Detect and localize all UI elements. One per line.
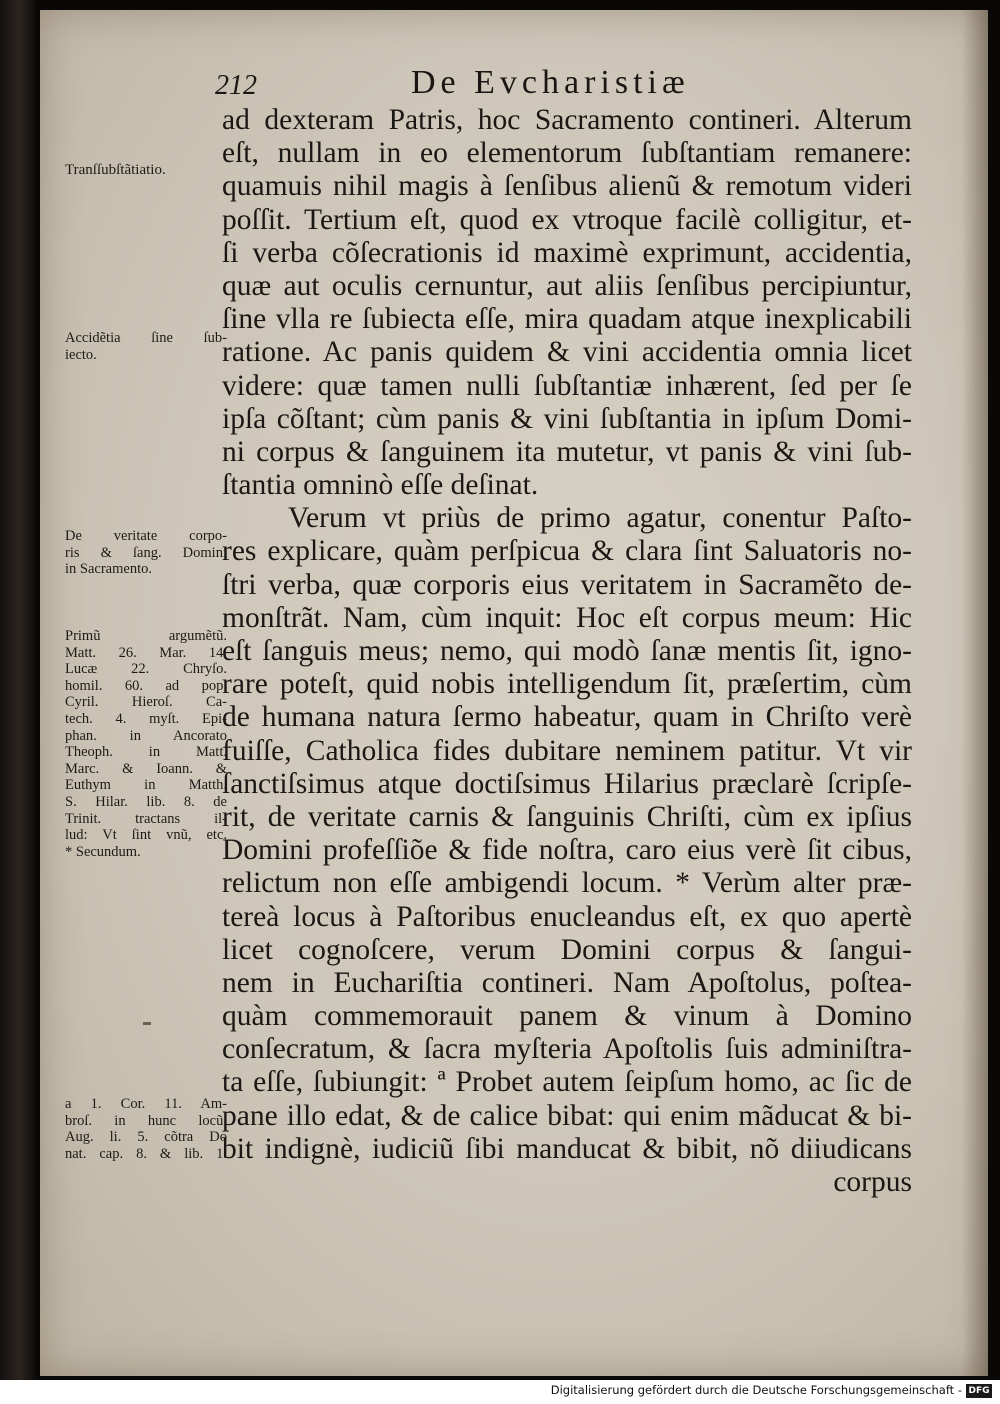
margin-note-corinthians <box>65 1096 227 1162</box>
margin-note-line: Cyril. Hieroſ. Ca- <box>65 694 227 711</box>
text-line: nem in Euchariſtia contineri. Nam Apoſtolus, poſtea- <box>222 966 912 999</box>
text-line: res explicare, quàm perſpicua & clara ſint Saluatoris no- <box>222 535 912 568</box>
margin-note-line: Marc. & Ioann. & <box>65 760 227 777</box>
book-spine-edge <box>0 0 36 1380</box>
text-line: tereà locus à Paſtoribus enucleandus eſt, ex quo apertè <box>222 900 912 933</box>
margin-note-line: Tranſſubſtãtiatio. <box>65 162 166 178</box>
text-line: rit, de veritate carnis & ſanguinis Chriſti, cùm ex ipſius <box>222 800 912 833</box>
text-line: relictum non eſſe ambigendi locum. * Verùm alter præ- <box>222 867 912 900</box>
margin-note-line: Euthym in Matth. <box>65 777 227 794</box>
text-line: poſſit. Tertium eſt, quod ex vtroque facilè colligitur, et- <box>222 203 912 236</box>
main-text-block <box>222 104 912 1199</box>
ink-speck <box>143 1022 151 1025</box>
page-number: 212 <box>215 70 257 101</box>
funding-credit: Digitalisierung gefördert durch die Deutsche Forschungsgemeinschaft - <box>550 1383 962 1397</box>
margin-note-de-veritate <box>65 528 227 578</box>
margin-note-line: Trinit. tractans il- <box>65 810 227 827</box>
text-line: ſi verba cõſecrationis id maximè exprimunt, accidentia, <box>222 236 912 269</box>
margin-note-primum-argumentum <box>65 628 227 860</box>
text-line: Verum vt priùs de primo agatur, conentur Paſto- <box>288 502 912 535</box>
margin-note-line: tech. 4. myſt. Epi- <box>65 710 227 727</box>
text-line: eſt, nullam in eo elementorum ſubſtantiam remanere: <box>222 137 912 170</box>
text-line: quæ aut oculis cernuntur, aut aliis ſenſibus percipiuntur, <box>222 269 912 302</box>
margin-note-line: Matt. 26. Mar. 14. <box>65 644 227 661</box>
margin-note-line: lud: Vt ſint vnũ, etc. <box>65 827 227 844</box>
text-line: rare poteſt, quid nobis intelligendum ſit, præſertim, cùm <box>222 668 912 701</box>
text-line: ſanctiſsimus atque doctiſsimus Hilarius præclarè ſcripſe- <box>222 767 912 800</box>
text-line: videre: quæ tamen nulli ſubſtantiæ inhærent, ſed per ſe <box>222 369 912 402</box>
text-line: monſtrãt. Nam, cùm inquit: Hoc eſt corpus meum: Hic <box>222 601 912 634</box>
text-line: fuiſſe, Catholica fides dubitare neminem patitur. Vt vir <box>222 734 912 767</box>
footer-bar <box>0 1380 1000 1404</box>
text-line: ſtri verba, quæ corporis eius veritatem in Sacramẽto de- <box>222 568 912 601</box>
running-head <box>215 64 915 108</box>
running-title: De Evcharistiæ <box>411 64 690 101</box>
margin-note-line: ris & ſang. Domini <box>65 544 227 561</box>
margin-note-line: Lucæ 22. Chryſo. <box>65 661 227 678</box>
margin-note-line: broſ. in hunc locũ. <box>65 1112 227 1129</box>
margin-note-line: De veritate corpo- <box>65 528 227 544</box>
text-line: Domini profeſſiõe & fide noſtra, caro eius verè ſit cibus, <box>222 834 912 867</box>
margin-note-transsubstantiatio <box>65 162 227 179</box>
text-line: quàm commemorauit panem & vinum à Domino <box>222 1000 912 1033</box>
text-line: ad dexteram Patris, hoc Sacramento contineri. Alterum <box>222 104 912 136</box>
margin-note-line: Accidẽtia ſine ſub- <box>65 330 227 346</box>
margin-note-line: Aug. li. 5. cõtra Do <box>65 1129 227 1146</box>
margin-note-line: phan. in Ancorato <box>65 727 227 744</box>
text-line: bit indignè, iudiciũ ſibi manducat & bibit, nõ diiudicans <box>222 1132 912 1165</box>
dfg-logo: DFG <box>966 1384 992 1398</box>
margin-note-line: Primũ argumẽtũ. <box>65 628 227 644</box>
text-line: ipſa cõſtant; cùm panis & vini ſubſtantia in ipſum Domi- <box>222 402 912 435</box>
text-line: conſecratum, & ſacra myſteria Apoſtolis ſuis adminiſtra- <box>222 1033 912 1066</box>
text-line: ſine vlla re ſubiecta eſſe, mira quadam atque inexplicabili <box>222 303 912 336</box>
margin-note-line: * Secundum. <box>65 843 141 860</box>
margin-note-line: S. Hilar. lib. 8. de <box>65 793 227 810</box>
margin-note-line: a 1. Cor. 11. Am- <box>65 1096 227 1112</box>
margin-note-line: iecto. <box>65 346 97 363</box>
text-line: pane illo edat, & de calice bibat: qui enim mãducat & bi- <box>222 1099 912 1132</box>
margin-note-line: in Sacramento. <box>65 561 152 578</box>
text-line: de humana natura ſermo habeatur, quam in Chriſto verè <box>222 701 912 734</box>
margin-note-accidentia <box>65 330 227 363</box>
text-line: quamuis nihil magis à ſenſibus alienũ & remotum videri <box>222 170 912 203</box>
margin-note-line: nat. cap. 8. & lib. 1. <box>65 1145 227 1162</box>
text-line: ni corpus & ſanguinem ita mutetur, vt panis & vini ſub- <box>222 435 912 468</box>
text-line: ta eſſe, ſubiungit: ª Probet autem ſeipſum homo, ac ſic de <box>222 1066 912 1099</box>
text-line: eſt ſanguis meus; nemo, qui modò ſanæ mentis ſit, igno- <box>222 635 912 667</box>
catchword: corpus <box>833 1166 912 1198</box>
text-line: ſtantia omninò eſſe deſinat. <box>222 469 539 502</box>
margin-note-line: homil. 60. ad pop. <box>65 677 227 694</box>
text-line: ratione. Ac panis quidem & vini accidentia omnia licet <box>222 336 912 369</box>
text-line: licet cognoſcere, verum Domini corpus & ſangui- <box>222 933 912 966</box>
margin-note-line: Theoph. in Matt. <box>65 744 227 761</box>
